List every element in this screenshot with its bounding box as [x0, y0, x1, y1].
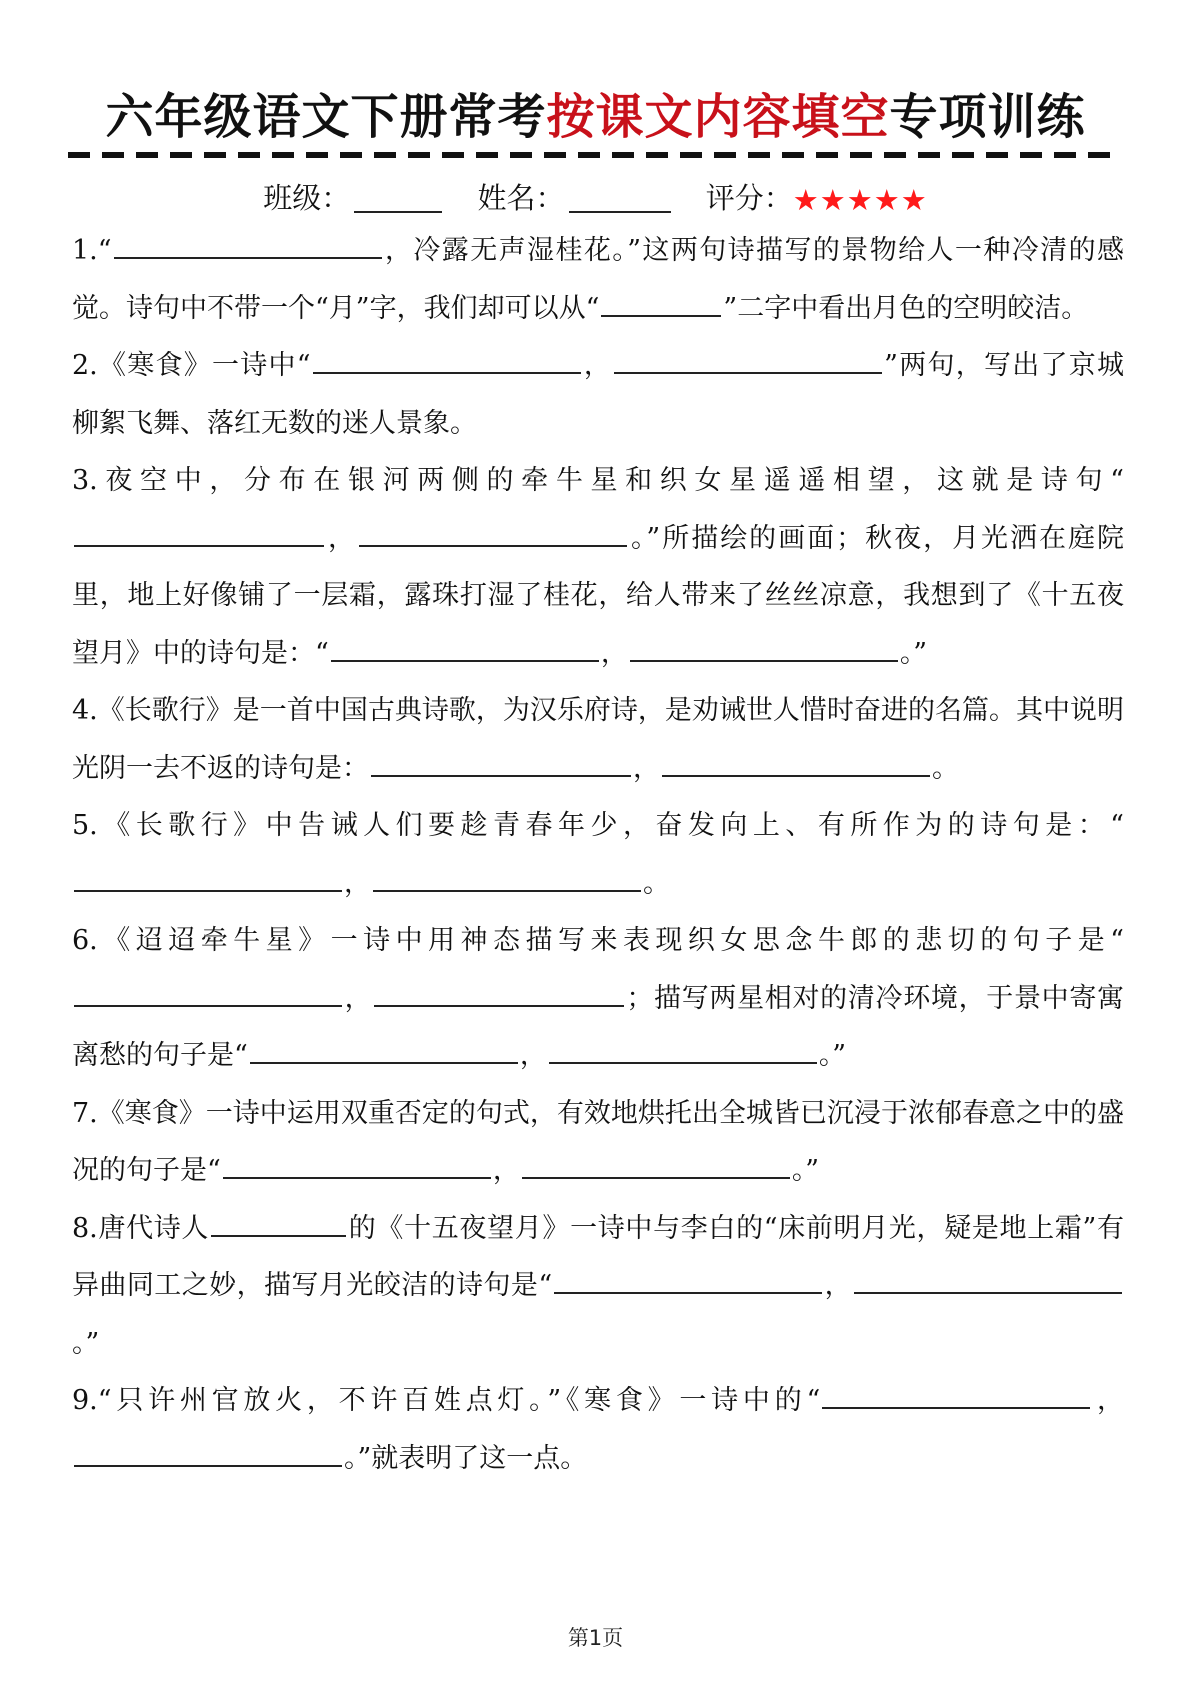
answer-blank[interactable]: [331, 630, 599, 662]
answer-blank[interactable]: [359, 515, 627, 547]
answer-blank[interactable]: [822, 1377, 1090, 1409]
answer-blank[interactable]: [522, 1147, 790, 1179]
score-label: 评分：: [705, 181, 793, 215]
dashed-divider: [68, 152, 1122, 158]
answer-blank[interactable]: [371, 745, 631, 777]
star-rating: ★★★★★: [792, 183, 928, 217]
answer-blank[interactable]: [74, 860, 342, 892]
answer-blank[interactable]: [374, 975, 624, 1007]
answer-blank[interactable]: [549, 1032, 817, 1064]
question-7: 7.《寒食》一诗中运用双重否定的句式，有效地烘托出全城皆已沉浸于浓郁春意之中的盛况的句子是“ ， 。”: [72, 1097, 1124, 1186]
question-4: 4.《长歌行》是一首中国古典诗歌，为汉乐府诗，是劝诫世人惜时奋进的名篇。其中说明光阴一去不返的诗句是： ， 。: [72, 695, 1124, 784]
answer-blank[interactable]: [74, 1435, 342, 1467]
answer-blank[interactable]: [114, 227, 382, 259]
title-suffix: 专项训练: [889, 89, 1086, 145]
question-8: 8.唐代诗人 的《十五夜望月》一诗中与李白的“床前明月光，疑是地上霜”有异曲同工之妙，描写月光皎洁的诗句是“ ，。”: [72, 1200, 1124, 1373]
question-2: 2.《寒食》一诗中“ ， ”两句，写出了京城柳絮飞舞、落红无数的迷人景象。: [72, 337, 1124, 452]
name-field[interactable]: [569, 183, 671, 213]
question-1: 1.“ ，冷露无声湿桂花。”这两句诗描写的景物给人一种冷清的感觉。诗句中不带一个“月”字，我们却可以从“ ”二字中看出月色的空明皎洁。: [72, 222, 1124, 337]
student-info-row: [0, 176, 1191, 217]
page-number: 第1页: [567, 1626, 624, 1650]
answer-blank[interactable]: [74, 515, 324, 547]
question-5: 5.《长歌行》中告诫人们要趁青春年少，奋发向上、有所作为的诗句是：“， 。: [72, 810, 1124, 899]
answer-blank[interactable]: [630, 630, 898, 662]
answer-blank[interactable]: [614, 342, 882, 374]
class-field[interactable]: [354, 183, 442, 213]
answer-blank[interactable]: [250, 1032, 518, 1064]
answer-blank[interactable]: [74, 975, 342, 1007]
page-title: [0, 78, 1191, 147]
answer-blank[interactable]: [854, 1262, 1122, 1294]
answer-blank[interactable]: [211, 1205, 346, 1237]
answer-blank[interactable]: [554, 1262, 822, 1294]
name-label: 姓名：: [477, 181, 565, 215]
answer-blank[interactable]: [313, 342, 581, 374]
question-3: 3.夜空中，分布在银河两侧的牵牛星和织女星遥遥相望，这就是诗句“， 。”所描绘的画面；秋夜，月光洒在庭院里，地上好像铺了一层霜，露珠打湿了桂花，给人带来了丝丝凉意，我想到了《十五夜望月》中的诗句是：“ ， 。”: [72, 465, 1124, 669]
answer-blank[interactable]: [662, 745, 930, 777]
title-highlight: 按课文内容填空: [546, 89, 890, 145]
question-9: 9.“只许州官放火，不许百姓点灯。”《寒食》一诗中的“ ，。”就表明了这一点。: [72, 1372, 1124, 1487]
class-label: 班级：: [263, 181, 351, 215]
question-6: 6.《迢迢牵牛星》一诗中用神态描写来表现织女思念牛郎的悲切的句子是“， ；描写两星相对的清冷环境，于景中寄寓离愁的句子是“ ， 。”: [72, 925, 1125, 1071]
answer-blank[interactable]: [373, 860, 641, 892]
answer-blank[interactable]: [601, 285, 721, 317]
title-prefix: 六年级语文下册常考: [105, 89, 547, 145]
answer-blank[interactable]: [223, 1147, 491, 1179]
question-list: [72, 222, 1124, 1487]
